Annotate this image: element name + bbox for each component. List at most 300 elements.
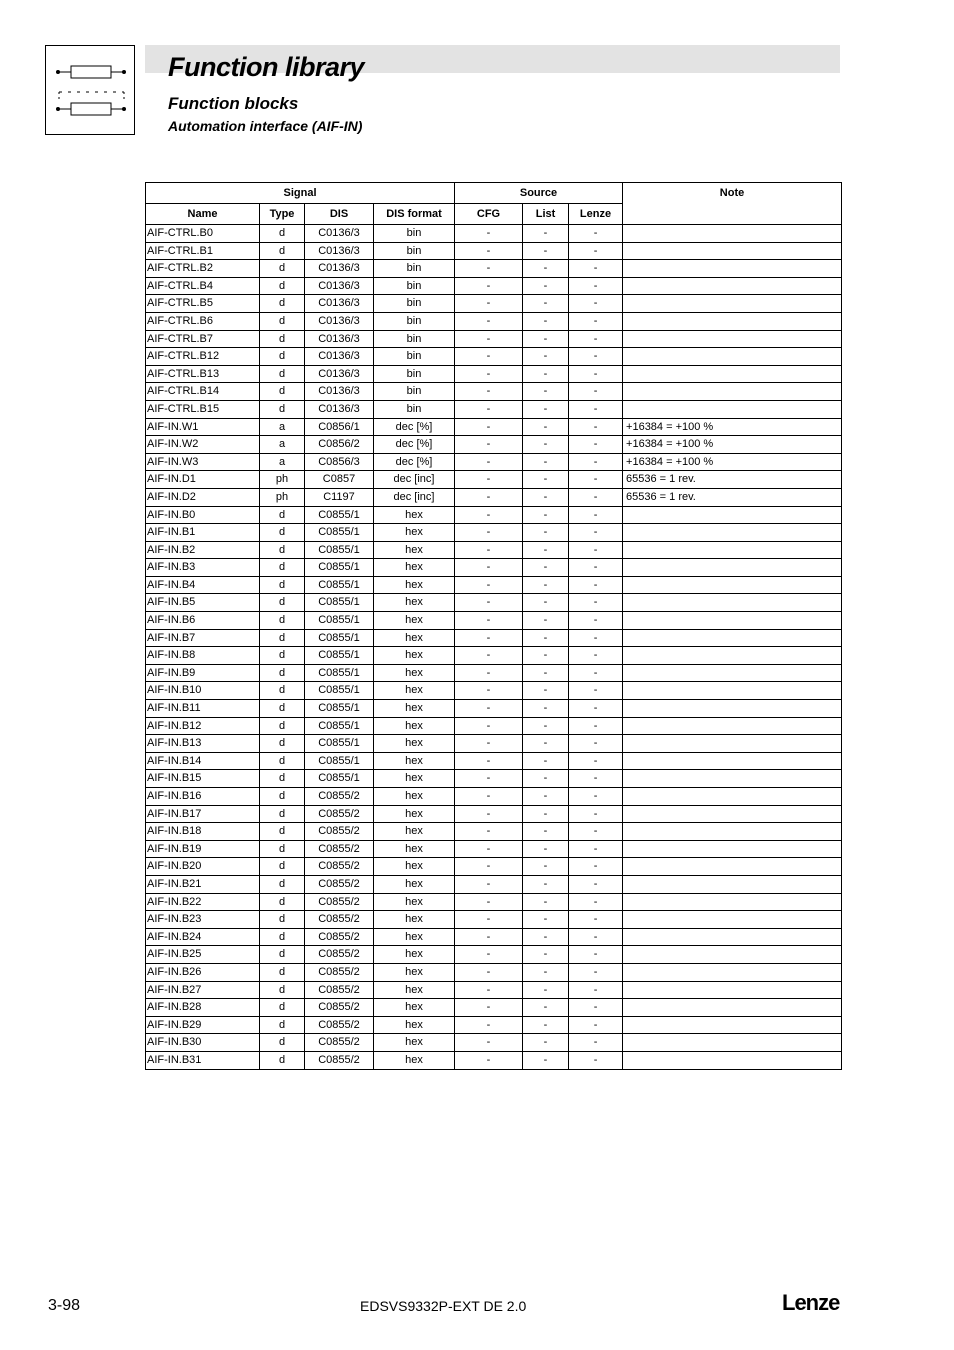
name-cell: AIF-CTRL.B7 (146, 330, 260, 348)
dis-format-cell: hex (374, 858, 455, 876)
list-cell: - (523, 365, 569, 383)
list-cell: - (523, 436, 569, 454)
type-cell: d (260, 647, 305, 665)
cfg-cell: - (455, 875, 523, 893)
name-cell: AIF-CTRL.B0 (146, 225, 260, 243)
lenze-cell: - (569, 576, 623, 594)
list-cell: - (523, 700, 569, 718)
cfg-cell: - (455, 383, 523, 401)
note-cell (623, 752, 842, 770)
cfg-cell: - (455, 348, 523, 366)
list-cell: - (523, 594, 569, 612)
note-cell (623, 946, 842, 964)
table-row (146, 788, 842, 806)
source-group-header: Source (455, 183, 623, 204)
type-cell: d (260, 858, 305, 876)
dis-cell: C0855/1 (305, 752, 374, 770)
lenze-cell: - (569, 594, 623, 612)
dis-cell: C0855/2 (305, 875, 374, 893)
table-row (146, 225, 842, 243)
note-header: Note (623, 183, 842, 225)
dis-cell: C0855/2 (305, 858, 374, 876)
lenze-cell: - (569, 893, 623, 911)
cfg-cell: - (455, 911, 523, 929)
cfg-cell: - (455, 559, 523, 577)
cfg-cell: - (455, 594, 523, 612)
dis-cell: C0855/1 (305, 647, 374, 665)
page-number: 3-98 (48, 1297, 81, 1314)
dis-format-cell: hex (374, 717, 455, 735)
cfg-cell: - (455, 1051, 523, 1069)
table-row (146, 383, 842, 401)
cfg-cell: - (455, 770, 523, 788)
lenze-cell: - (569, 805, 623, 823)
dis-format-cell: hex (374, 805, 455, 823)
dis-format-cell: dec [%] (374, 436, 455, 454)
table-row (146, 576, 842, 594)
name-cell: AIF-IN.B23 (146, 911, 260, 929)
lenze-cell: - (569, 471, 623, 489)
table-row (146, 875, 842, 893)
name-cell: AIF-IN.B28 (146, 999, 260, 1017)
page-title: Function library (168, 52, 365, 82)
cfg-cell: - (455, 752, 523, 770)
list-cell: - (523, 400, 569, 418)
cfg-header: CFG (455, 204, 523, 225)
list-cell: - (523, 524, 569, 542)
type-cell: d (260, 770, 305, 788)
dis-format-cell: hex (374, 752, 455, 770)
name-cell: AIF-IN.B24 (146, 928, 260, 946)
type-cell: d (260, 717, 305, 735)
lenze-logo: Lenze (782, 1290, 840, 1315)
type-cell: d (260, 893, 305, 911)
list-cell: - (523, 277, 569, 295)
dis-format-cell: dec [inc] (374, 488, 455, 506)
type-cell: d (260, 295, 305, 313)
type-cell: d (260, 911, 305, 929)
list-cell: - (523, 1034, 569, 1052)
name-cell: AIF-IN.B14 (146, 752, 260, 770)
note-cell (623, 260, 842, 278)
table-row (146, 418, 842, 436)
table-row (146, 559, 842, 577)
note-cell: +16384 = +100 % (623, 453, 842, 471)
type-cell: d (260, 805, 305, 823)
cfg-cell: - (455, 400, 523, 418)
dis-format-cell: hex (374, 999, 455, 1017)
cfg-cell: - (455, 735, 523, 753)
dis-cell: C0136/3 (305, 295, 374, 313)
dis-format-cell: hex (374, 524, 455, 542)
name-cell: AIF-IN.W2 (146, 436, 260, 454)
lenze-cell: - (569, 629, 623, 647)
dis-format-cell: hex (374, 840, 455, 858)
dis-format-cell: hex (374, 893, 455, 911)
name-cell: AIF-IN.B27 (146, 981, 260, 999)
lenze-cell: - (569, 541, 623, 559)
table-row (146, 400, 842, 418)
table-row (146, 682, 842, 700)
cfg-cell: - (455, 1016, 523, 1034)
cfg-cell: - (455, 858, 523, 876)
dis-cell: C0855/1 (305, 559, 374, 577)
list-cell: - (523, 999, 569, 1017)
dis-format-cell: hex (374, 735, 455, 753)
dis-format-cell: hex (374, 770, 455, 788)
type-cell: a (260, 436, 305, 454)
lenze-cell: - (569, 524, 623, 542)
name-cell: AIF-IN.B31 (146, 1051, 260, 1069)
dis-cell: C0855/2 (305, 981, 374, 999)
dis-format-cell: bin (374, 312, 455, 330)
cfg-cell: - (455, 260, 523, 278)
list-cell: - (523, 383, 569, 401)
table-row (146, 471, 842, 489)
note-cell (623, 383, 842, 401)
cfg-cell: - (455, 576, 523, 594)
note-cell (623, 277, 842, 295)
type-cell: ph (260, 488, 305, 506)
table-row (146, 805, 842, 823)
function-block-icon (45, 45, 135, 135)
section-title: Function blocks (168, 94, 299, 113)
group-header-row (146, 183, 842, 204)
type-cell: d (260, 365, 305, 383)
table-row (146, 858, 842, 876)
dis-cell: C0855/1 (305, 735, 374, 753)
dis-format-cell: hex (374, 1016, 455, 1034)
type-cell: d (260, 312, 305, 330)
cfg-cell: - (455, 682, 523, 700)
note-cell (623, 506, 842, 524)
type-cell: d (260, 946, 305, 964)
list-cell: - (523, 453, 569, 471)
table-row (146, 717, 842, 735)
dis-cell: C0855/1 (305, 700, 374, 718)
cfg-cell: - (455, 418, 523, 436)
table-row (146, 1051, 842, 1069)
type-cell: d (260, 999, 305, 1017)
table-row (146, 1016, 842, 1034)
list-cell: - (523, 664, 569, 682)
type-cell: d (260, 242, 305, 260)
list-cell: - (523, 418, 569, 436)
note-cell (623, 348, 842, 366)
dis-cell: C0855/2 (305, 805, 374, 823)
dis-cell: C0136/3 (305, 242, 374, 260)
table-row (146, 647, 842, 665)
dis-format-cell: hex (374, 647, 455, 665)
lenze-cell: - (569, 858, 623, 876)
list-cell: - (523, 682, 569, 700)
lenze-cell: - (569, 225, 623, 243)
list-cell: - (523, 858, 569, 876)
dis-format-cell: bin (374, 383, 455, 401)
list-cell: - (523, 946, 569, 964)
note-cell (623, 893, 842, 911)
type-cell: d (260, 506, 305, 524)
table-row (146, 840, 842, 858)
dis-cell: C0855/1 (305, 717, 374, 735)
dis-cell: C0855/2 (305, 1051, 374, 1069)
list-cell: - (523, 840, 569, 858)
dis-cell: C0855/2 (305, 1034, 374, 1052)
lenze-cell: - (569, 277, 623, 295)
name-cell: AIF-IN.W1 (146, 418, 260, 436)
name-cell: AIF-IN.B19 (146, 840, 260, 858)
dis-cell: C0855/2 (305, 823, 374, 841)
list-cell: - (523, 717, 569, 735)
list-cell: - (523, 1051, 569, 1069)
dis-cell: C0855/1 (305, 506, 374, 524)
note-cell (623, 788, 842, 806)
dis-cell: C0855/2 (305, 999, 374, 1017)
dis-format-cell: hex (374, 875, 455, 893)
cfg-cell: - (455, 840, 523, 858)
type-cell: d (260, 594, 305, 612)
type-cell: d (260, 700, 305, 718)
dis-format-cell: hex (374, 594, 455, 612)
dis-format-cell: bin (374, 277, 455, 295)
list-cell: - (523, 928, 569, 946)
lenze-cell: - (569, 928, 623, 946)
type-cell: d (260, 981, 305, 999)
note-cell (623, 225, 842, 243)
table-row (146, 823, 842, 841)
note-cell: +16384 = +100 % (623, 436, 842, 454)
dis-format-cell: hex (374, 559, 455, 577)
list-cell: - (523, 330, 569, 348)
dis-cell: C0855/2 (305, 946, 374, 964)
cfg-cell: - (455, 225, 523, 243)
type-cell: d (260, 928, 305, 946)
lenze-cell: - (569, 735, 623, 753)
dis-format-cell: hex (374, 981, 455, 999)
dis-format-cell: bin (374, 348, 455, 366)
name-cell: AIF-IN.B12 (146, 717, 260, 735)
name-cell: AIF-IN.B16 (146, 788, 260, 806)
cfg-cell: - (455, 541, 523, 559)
lenze-cell: - (569, 981, 623, 999)
dis-cell: C0855/1 (305, 770, 374, 788)
table-row (146, 312, 842, 330)
dis-format-cell: dec [%] (374, 418, 455, 436)
table-row (146, 541, 842, 559)
table-row (146, 242, 842, 260)
dis-format-cell: hex (374, 963, 455, 981)
cfg-cell: - (455, 805, 523, 823)
lenze-cell: - (569, 418, 623, 436)
cfg-cell: - (455, 788, 523, 806)
dis-format-cell: bin (374, 242, 455, 260)
cfg-cell: - (455, 330, 523, 348)
table-row (146, 700, 842, 718)
dis-format-cell: hex (374, 928, 455, 946)
note-cell (623, 295, 842, 313)
table-row (146, 664, 842, 682)
lenze-header: Lenze (569, 204, 623, 225)
name-cell: AIF-CTRL.B5 (146, 295, 260, 313)
list-cell: - (523, 488, 569, 506)
lenze-cell: - (569, 823, 623, 841)
lenze-cell: - (569, 717, 623, 735)
name-cell: AIF-CTRL.B2 (146, 260, 260, 278)
type-cell: a (260, 453, 305, 471)
lenze-cell: - (569, 453, 623, 471)
list-cell: - (523, 612, 569, 630)
table-row (146, 295, 842, 313)
type-cell: d (260, 559, 305, 577)
list-cell: - (523, 506, 569, 524)
note-cell (623, 717, 842, 735)
cfg-cell: - (455, 295, 523, 313)
type-cell: d (260, 260, 305, 278)
name-cell: AIF-IN.B2 (146, 541, 260, 559)
table-row (146, 911, 842, 929)
cfg-cell: - (455, 700, 523, 718)
name-cell: AIF-IN.B0 (146, 506, 260, 524)
lenze-cell: - (569, 365, 623, 383)
cfg-cell: - (455, 277, 523, 295)
list-cell: - (523, 471, 569, 489)
cfg-cell: - (455, 647, 523, 665)
function-block-icon-graphic (46, 46, 134, 134)
lenze-cell: - (569, 348, 623, 366)
lenze-cell: - (569, 999, 623, 1017)
lenze-cell: - (569, 1051, 623, 1069)
name-cell: AIF-CTRL.B15 (146, 400, 260, 418)
table-row (146, 436, 842, 454)
dis-cell: C0855/1 (305, 664, 374, 682)
name-cell: AIF-CTRL.B6 (146, 312, 260, 330)
name-cell: AIF-IN.B15 (146, 770, 260, 788)
dis-cell: C0857 (305, 471, 374, 489)
dis-format-cell: bin (374, 295, 455, 313)
table-row (146, 612, 842, 630)
note-cell (623, 629, 842, 647)
cfg-cell: - (455, 612, 523, 630)
name-cell: AIF-IN.B1 (146, 524, 260, 542)
type-cell: d (260, 277, 305, 295)
lenze-cell: - (569, 1034, 623, 1052)
dis-cell: C0855/2 (305, 893, 374, 911)
list-cell: - (523, 735, 569, 753)
dis-cell: C0136/3 (305, 260, 374, 278)
table-row (146, 928, 842, 946)
lenze-cell: - (569, 700, 623, 718)
dis-format-cell: bin (374, 400, 455, 418)
table-row (146, 1034, 842, 1052)
dis-cell: C0136/3 (305, 365, 374, 383)
type-cell: d (260, 1034, 305, 1052)
type-header: Type (260, 204, 305, 225)
cfg-cell: - (455, 963, 523, 981)
list-cell: - (523, 629, 569, 647)
dis-format-cell: hex (374, 576, 455, 594)
note-cell (623, 823, 842, 841)
name-cell: AIF-IN.D2 (146, 488, 260, 506)
dis-cell: C0855/2 (305, 928, 374, 946)
type-cell: d (260, 788, 305, 806)
table-row (146, 735, 842, 753)
name-cell: AIF-IN.B17 (146, 805, 260, 823)
name-cell: AIF-IN.B26 (146, 963, 260, 981)
lenze-cell: - (569, 260, 623, 278)
lenze-cell: - (569, 875, 623, 893)
cfg-cell: - (455, 823, 523, 841)
subsection-title: Automation interface (AIF-IN) (168, 118, 363, 134)
name-cell: AIF-IN.B8 (146, 647, 260, 665)
type-cell: d (260, 875, 305, 893)
table-row (146, 348, 842, 366)
dis-format-cell: hex (374, 788, 455, 806)
note-cell: 65536 = 1 rev. (623, 488, 842, 506)
dis-format-cell: hex (374, 1034, 455, 1052)
type-cell: d (260, 1051, 305, 1069)
table-row (146, 999, 842, 1017)
lenze-cell: - (569, 506, 623, 524)
list-cell: - (523, 1016, 569, 1034)
dis-cell: C0856/2 (305, 436, 374, 454)
cfg-cell: - (455, 365, 523, 383)
table-body (146, 225, 842, 1070)
lenze-cell: - (569, 946, 623, 964)
cfg-cell: - (455, 436, 523, 454)
dis-cell: C0855/1 (305, 594, 374, 612)
note-cell (623, 1051, 842, 1069)
name-cell: AIF-IN.B5 (146, 594, 260, 612)
note-cell (623, 911, 842, 929)
name-header: Name (146, 204, 260, 225)
lenze-cell: - (569, 664, 623, 682)
name-cell: AIF-IN.B30 (146, 1034, 260, 1052)
cfg-cell: - (455, 471, 523, 489)
note-cell (623, 858, 842, 876)
dis-cell: C0855/1 (305, 524, 374, 542)
cfg-cell: - (455, 312, 523, 330)
table-row (146, 594, 842, 612)
lenze-cell: - (569, 330, 623, 348)
cfg-cell: - (455, 524, 523, 542)
dis-cell: C0855/1 (305, 682, 374, 700)
dis-cell: C0136/3 (305, 400, 374, 418)
type-cell: d (260, 840, 305, 858)
name-cell: AIF-IN.B29 (146, 1016, 260, 1034)
list-header: List (523, 204, 569, 225)
table-row (146, 453, 842, 471)
dis-cell: C0855/2 (305, 911, 374, 929)
note-cell (623, 541, 842, 559)
lenze-cell: - (569, 1016, 623, 1034)
note-cell (623, 805, 842, 823)
dis-cell: C0855/2 (305, 1016, 374, 1034)
cfg-cell: - (455, 999, 523, 1017)
list-cell: - (523, 647, 569, 665)
dis-cell: C0136/3 (305, 348, 374, 366)
name-cell: AIF-IN.B20 (146, 858, 260, 876)
name-cell: AIF-IN.B13 (146, 735, 260, 753)
name-cell: AIF-CTRL.B4 (146, 277, 260, 295)
type-cell: d (260, 735, 305, 753)
dis-cell: C0855/1 (305, 612, 374, 630)
note-cell (623, 612, 842, 630)
name-cell: AIF-IN.B3 (146, 559, 260, 577)
list-cell: - (523, 805, 569, 823)
cfg-cell: - (455, 1034, 523, 1052)
cfg-cell: - (455, 946, 523, 964)
name-cell: AIF-IN.W3 (146, 453, 260, 471)
